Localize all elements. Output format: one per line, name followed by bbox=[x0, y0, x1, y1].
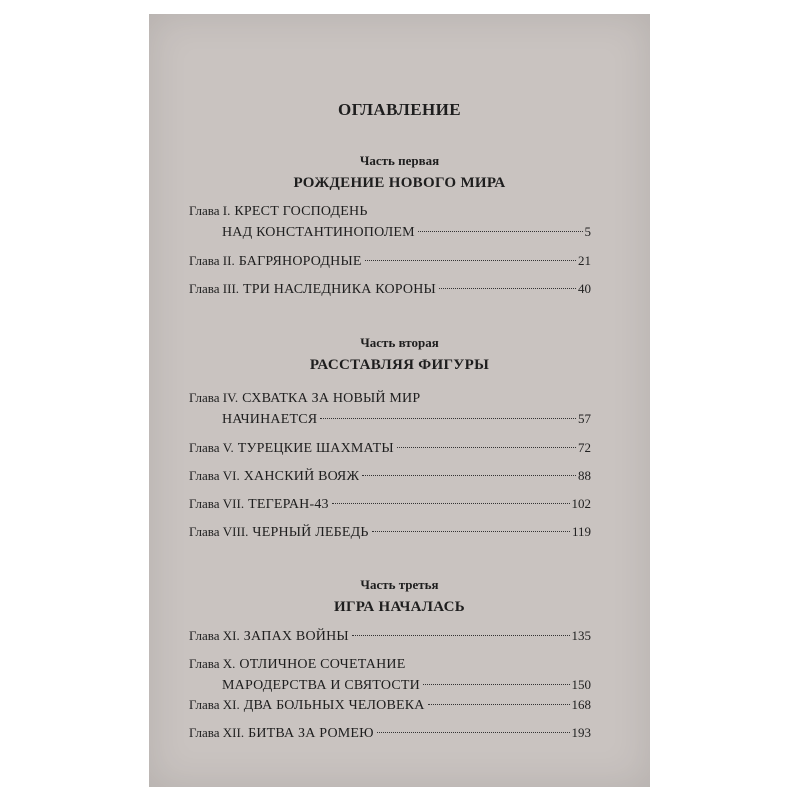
chapter-title-continued: НАЧИНАЕТСЯ bbox=[222, 412, 318, 427]
chapter-label: Глава IV. bbox=[189, 390, 239, 405]
page-number: 5 bbox=[584, 224, 591, 239]
chapter-label: Глава II. bbox=[189, 253, 235, 268]
chapter-label: Глава VII. bbox=[189, 496, 245, 511]
part-2-title: РАССТАВЛЯЯ ФИГУРЫ bbox=[309, 357, 490, 373]
dot-leader bbox=[332, 503, 570, 504]
chapter-title: ТЕГЕРАН-43 bbox=[248, 497, 329, 512]
part-2-label: Часть вторая bbox=[360, 335, 439, 350]
page-number: 135 bbox=[571, 628, 591, 643]
toc-entry-chapter-1 bbox=[189, 200, 591, 242]
chapter-title: ТУРЕЦКИЕ ШАХМАТЫ bbox=[237, 441, 394, 456]
chapter-title: ОТЛИЧНОЕ СОЧЕТАНИЕ bbox=[239, 657, 406, 672]
chapter-title: ТРИ НАСЛЕДНИКА КОРОНЫ bbox=[243, 282, 436, 297]
toc-entry-chapter-6 bbox=[189, 465, 591, 486]
chapter-label: Глава XI. bbox=[189, 697, 240, 712]
chapter-label: Глава XII. bbox=[189, 725, 245, 740]
toc-entry-chapter-7 bbox=[189, 493, 591, 514]
chapter-title-continued: НАД КОНСТАНТИНОПОЛЕМ bbox=[222, 225, 415, 240]
chapter-label: Глава I. bbox=[189, 203, 231, 218]
dot-leader bbox=[439, 288, 576, 289]
chapter-label: Глава XI. bbox=[189, 628, 240, 643]
dot-leader bbox=[372, 531, 570, 532]
toc-entry-chapter-8 bbox=[189, 521, 591, 542]
page-number: 88 bbox=[578, 468, 591, 483]
dot-leader bbox=[362, 475, 576, 476]
toc-entry-chapter-2 bbox=[189, 250, 591, 271]
dot-leader bbox=[377, 732, 570, 733]
page-number: 168 bbox=[571, 697, 591, 712]
page-number: 150 bbox=[571, 677, 591, 692]
toc-entry-chapter-3 bbox=[189, 278, 591, 299]
page-number: 102 bbox=[571, 496, 591, 511]
page-number: 40 bbox=[578, 281, 591, 296]
chapter-title: БАГРЯНОРОДНЫЕ bbox=[238, 254, 362, 269]
chapter-label: Глава VI. bbox=[189, 468, 240, 483]
chapter-title: БИТВА ЗА РОМЕЮ bbox=[248, 726, 374, 741]
chapter-label: Глава X. bbox=[189, 656, 236, 671]
part-3-label: Часть третья bbox=[360, 577, 439, 592]
part-1-title: РОЖДЕНИЕ НОВОГО МИРА bbox=[293, 175, 506, 191]
chapter-label: Глава III. bbox=[189, 281, 240, 296]
toc-entry-chapter-12 bbox=[189, 722, 591, 743]
dot-leader bbox=[320, 418, 576, 419]
toc-entry-chapter-11 bbox=[189, 694, 591, 715]
page-number: 57 bbox=[578, 411, 591, 426]
chapter-title: ХАНСКИЙ ВОЯЖ bbox=[243, 469, 360, 484]
chapter-label: Глава VIII. bbox=[189, 524, 249, 539]
page-number: 119 bbox=[571, 524, 591, 539]
toc-entry-chapter-9 bbox=[189, 625, 591, 646]
page-number: 72 bbox=[578, 440, 591, 455]
dot-leader bbox=[418, 231, 583, 232]
toc-entry-chapter-5 bbox=[189, 437, 591, 458]
chapter-title: ЗАПАХ ВОЙНЫ bbox=[243, 629, 349, 644]
dot-leader bbox=[423, 684, 570, 685]
chapter-title: ДВА БОЛЬНЫХ ЧЕЛОВЕКА bbox=[243, 698, 425, 713]
part-3-title: ИГРА НАЧАЛАСЬ bbox=[333, 599, 465, 615]
dot-leader bbox=[365, 260, 576, 261]
toc-entry-chapter-10 bbox=[189, 653, 591, 695]
chapter-title-continued: МАРОДЕРСТВА И СВЯТОСТИ bbox=[222, 678, 420, 693]
chapter-title: СХВАТКА ЗА НОВЫЙ МИР bbox=[242, 391, 421, 406]
chapter-title: ЧЕРНЫЙ ЛЕБЕДЬ bbox=[252, 525, 369, 540]
page-number: 193 bbox=[571, 725, 591, 740]
part-1-label: Часть первая bbox=[359, 153, 440, 168]
page-title: ОГЛАВЛЕНИЕ bbox=[338, 100, 461, 119]
dot-leader bbox=[397, 447, 576, 448]
page-number: 21 bbox=[578, 253, 591, 268]
chapter-label: Глава V. bbox=[189, 440, 234, 455]
dot-leader bbox=[352, 635, 570, 636]
chapter-title: КРЕСТ ГОСПОДЕНЬ bbox=[234, 204, 368, 219]
toc-entry-chapter-4 bbox=[189, 387, 591, 429]
dot-leader bbox=[428, 704, 570, 705]
book-page bbox=[149, 14, 650, 787]
